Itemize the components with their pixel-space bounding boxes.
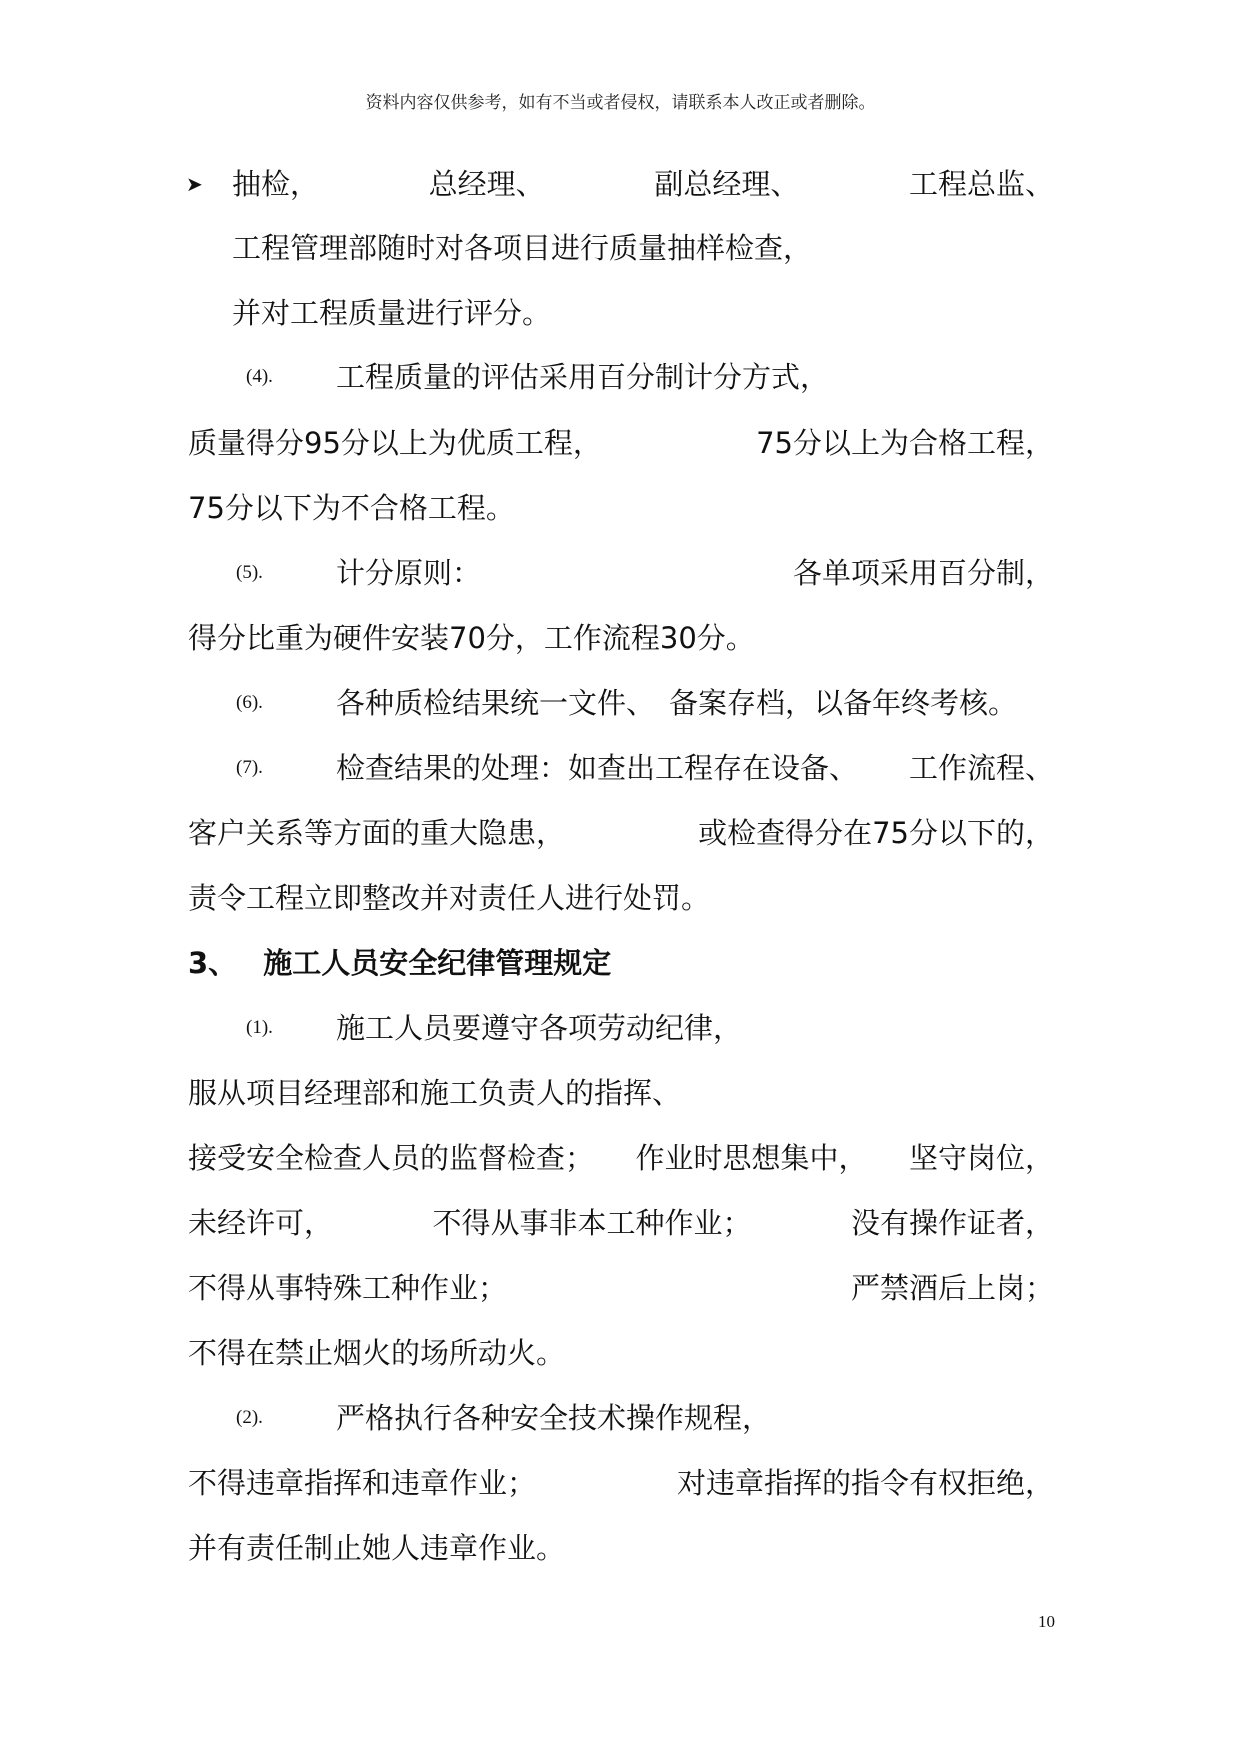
page-header-disclaimer: 资料内容仅供参考，如有不当或者侵权，请联系本人改正或者删除。 — [365, 93, 876, 113]
text-line: 施工人员要遵守各项劳动纪律， — [336, 1011, 743, 1045]
text-line: 各种质检结果统一文件、 备案存档，以备年终考核。 — [336, 686, 1018, 720]
text-line: 检查结果的处理：如查出工程存在设备、 工作流程、 — [336, 751, 1054, 785]
text-line: 得分比重为硬件安装70分，工作流程30分。 — [188, 621, 755, 655]
text-line: 工程质量的评估采用百分制计分方式， — [336, 360, 830, 394]
item-number: (1). — [246, 1017, 273, 1038]
text-line: 并有责任制止她人违章作业。 — [188, 1531, 566, 1565]
text-line: 工程管理部随时对各项目进行质量抽样检查， — [232, 231, 813, 265]
item-number: (5). — [236, 562, 263, 583]
text-line: 75分以下为不合格工程。 — [188, 491, 515, 525]
text-line: 客户关系等方面的重大隐患， 或检查得分在75分以下的， — [188, 816, 1054, 850]
text-line: 不得从事特殊工种作业； 严禁酒后上岗； — [188, 1271, 1054, 1305]
text-line: 并对工程质量进行评分。 — [232, 296, 552, 330]
text-line: 接受安全检查人员的监督检查； 作业时思想集中， 坚守岗位， — [188, 1141, 1054, 1175]
text-line: 责令工程立即整改并对责任人进行处罚。 — [188, 881, 711, 915]
text-line: 未经许可， 不得从事非本工种作业； 没有操作证者， — [188, 1206, 1054, 1240]
text-line: 计分原则： 各单项采用百分制， — [336, 556, 1054, 590]
text-line: 不得违章指挥和违章作业； 对违章指挥的指令有权拒绝， — [188, 1466, 1054, 1500]
arrow-bullet-icon: ➤ — [186, 172, 203, 196]
text-line: 不得在禁止烟火的场所动火。 — [188, 1336, 566, 1370]
text-line: 严格执行各种安全技术操作规程， — [336, 1401, 772, 1435]
item-number: (7). — [236, 757, 263, 778]
text-line: 质量得分95分以上为优质工程， 75分以上为合格工程， — [188, 426, 1054, 460]
text-line: 服从项目经理部和施工负责人的指挥、 — [188, 1076, 682, 1110]
section-heading: 3、 施工人员安全纪律管理规定 — [188, 946, 612, 980]
text-line: 抽检， 总经理、 副总经理、 工程总监、 — [232, 167, 1054, 201]
item-number: (2). — [236, 1407, 263, 1428]
item-number: (6). — [236, 692, 263, 713]
item-number: (4). — [246, 366, 273, 387]
page-number: 10 — [1038, 1612, 1055, 1631]
